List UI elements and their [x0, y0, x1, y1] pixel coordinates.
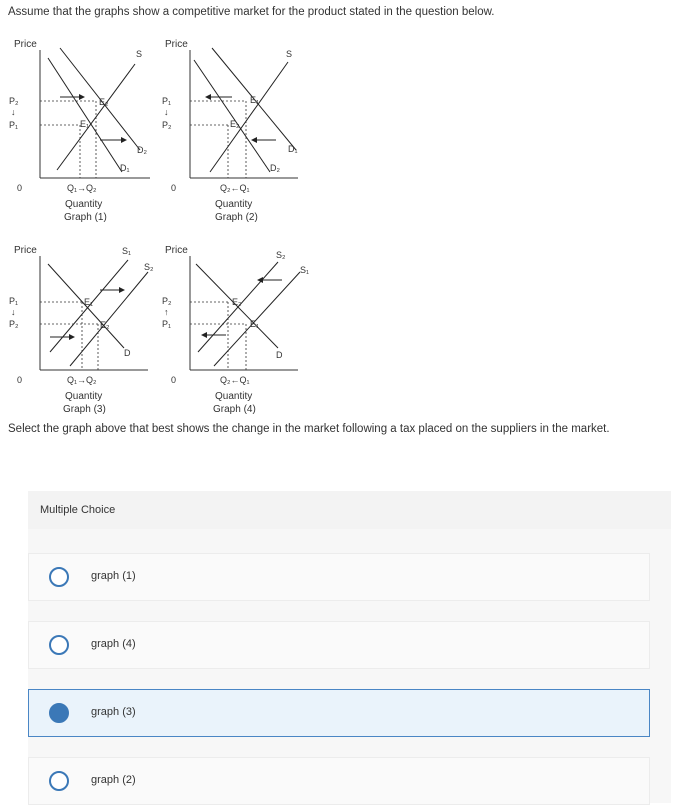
graph-2-demand-curve-2 [194, 60, 270, 172]
graph-2-d1-label: D₁ [288, 144, 298, 154]
graph-4-origin: 0 [171, 375, 177, 385]
graph-3-origin: 0 [17, 375, 23, 385]
graph-1-e1: E₁ [80, 119, 90, 129]
graph-3-quantity-label: Quantity [65, 391, 103, 402]
graph-1-caption: Graph (1) [64, 212, 107, 223]
graph-3-e2: E₂ [100, 320, 110, 330]
svg-text:↑: ↑ [164, 307, 169, 317]
graph-1-quantity-label: Quantity [65, 199, 103, 210]
graph-1-price-label: Price [14, 39, 37, 50]
svg-text:↓: ↓ [164, 107, 169, 117]
graph-2-q-label: Q₂←Q₁ [220, 183, 250, 193]
graph-4-quantity-label: Quantity [215, 391, 253, 402]
graph-4-caption: Graph (4) [213, 404, 256, 415]
graph-3-p-top: P₁ [9, 296, 19, 306]
prompt-text: Select the graph above that best shows the change in the market following a tax placed on the suppliers in the market. [8, 423, 610, 435]
question-text: Assume that the graphs show a competitive market for the product stated in the question below. [8, 6, 495, 18]
radio-button-selected[interactable] [49, 703, 69, 723]
graph-1-s-label: S [136, 49, 143, 59]
radio-button[interactable] [49, 567, 69, 587]
option-label: graph (2) [91, 774, 136, 786]
graph-2-caption: Graph (2) [215, 212, 258, 223]
graph-1-e2: E₂ [99, 97, 109, 107]
multiple-choice-header [28, 491, 671, 529]
graph-1-d2-label: D₂ [137, 145, 147, 155]
graph-1 [9, 39, 150, 223]
graph-4-d-label: D [276, 350, 283, 360]
graph-2-supply-curve [210, 62, 288, 172]
radio-button[interactable] [49, 771, 69, 791]
option-graph-3[interactable] [28, 689, 650, 737]
graph-3-d-label: D [124, 348, 131, 358]
graph-4-q-label: Q₂←Q₁ [220, 375, 250, 385]
option-label: graph (1) [91, 570, 136, 582]
graph-4-p-top: P₂ [162, 296, 172, 306]
multiple-choice-panel [28, 491, 671, 803]
graph-2-e1: E₁ [250, 95, 260, 105]
graph-1-origin: 0 [17, 183, 23, 193]
graph-1-q-label: Q₁→Q₂ [67, 183, 97, 193]
graph-1-p-top: P₂ [9, 96, 19, 106]
graph-3-s1-label: S₁ [122, 246, 132, 256]
svg-text:↓: ↓ [11, 107, 16, 117]
svg-text:↓: ↓ [11, 307, 16, 317]
option-graph-1[interactable] [28, 553, 650, 601]
graph-2-p-bottom: P₂ [162, 120, 172, 130]
graph-3-s2-label: S₂ [144, 262, 154, 272]
radio-button[interactable] [49, 635, 69, 655]
graph-2 [162, 39, 298, 223]
graph-4-s1-label: S₁ [300, 265, 310, 275]
graph-1-p-bottom: P₁ [9, 120, 19, 130]
option-graph-4[interactable] [28, 621, 650, 669]
graph-3-price-label: Price [14, 245, 37, 256]
graph-2-price-label: Price [165, 39, 188, 50]
graph-4-e2: E₂ [232, 297, 242, 307]
graph-2-d2-label: D₂ [270, 163, 280, 173]
graph-2-p-top: P₁ [162, 96, 172, 106]
graph-4-p-bottom: P₁ [162, 319, 172, 329]
graph-4 [162, 245, 309, 415]
options-container [28, 529, 671, 803]
graph-1-demand-curve-1 [48, 58, 122, 172]
graph-4-s2-label: S₂ [276, 250, 286, 260]
graph-4-e1: E₁ [250, 319, 260, 329]
graph-2-s-label: S [286, 49, 293, 59]
graph-1-d1-label: D₁ [120, 163, 130, 173]
graph-2-origin: 0 [171, 183, 177, 193]
graph-3 [9, 245, 154, 415]
option-label: graph (4) [91, 638, 136, 650]
multiple-choice-title: Multiple Choice [40, 504, 116, 516]
graph-3-q-label: Q₁→Q₂ [67, 375, 97, 385]
option-label: graph (3) [91, 706, 136, 718]
graph-4-price-label: Price [165, 245, 188, 256]
graph-3-e1: E₁ [84, 297, 94, 307]
graph-2-quantity-label: Quantity [215, 199, 253, 210]
graph-3-caption: Graph (3) [63, 404, 106, 415]
graph-3-p-bottom: P₂ [9, 319, 19, 329]
graph-2-e2: E₂ [230, 119, 240, 129]
option-graph-2[interactable] [28, 757, 650, 805]
